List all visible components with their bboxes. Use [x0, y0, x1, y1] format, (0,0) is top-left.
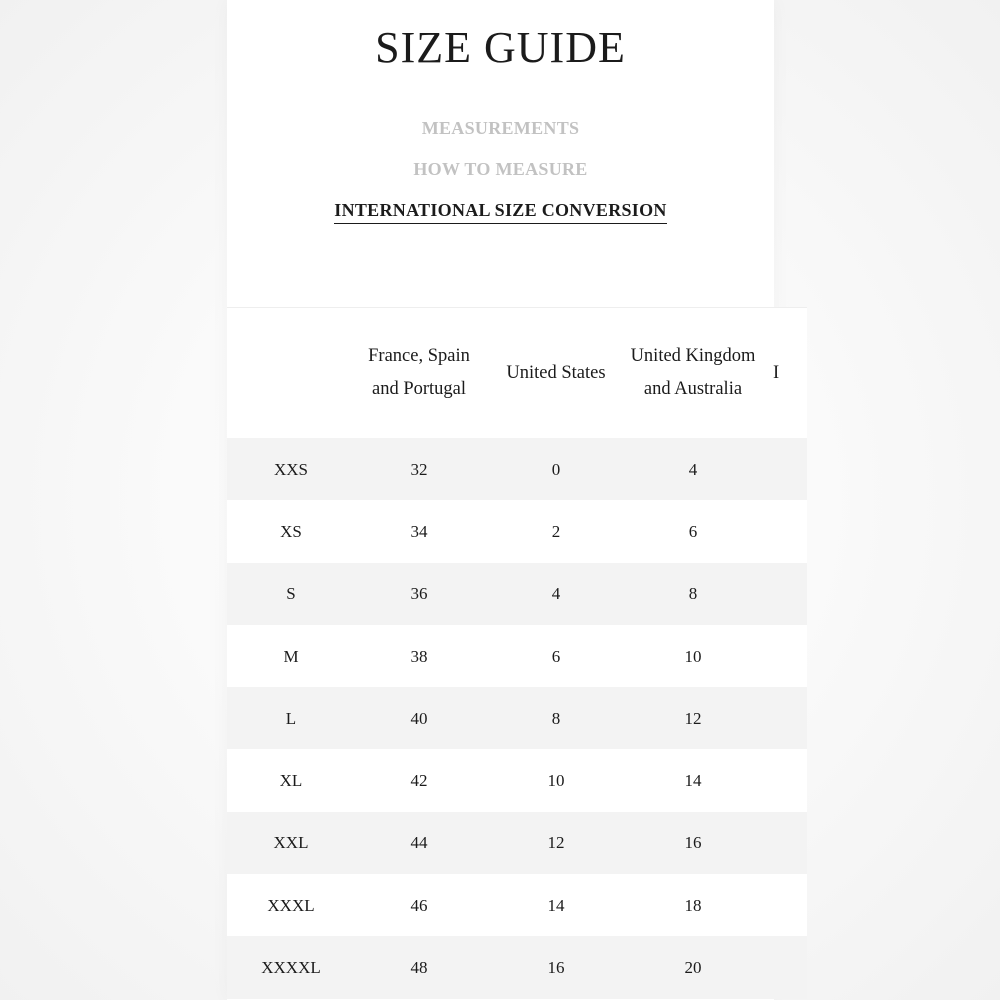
france-spain-portugal-cell: 32: [410, 459, 428, 479]
tab-label: HOW TO MEASURE: [413, 159, 588, 179]
uk-australia-cell: 6: [688, 521, 698, 541]
united-states-cell: 16: [547, 958, 565, 978]
tab-measurements[interactable]: [227, 118, 774, 141]
france-spain-portugal-cell: 40: [410, 708, 428, 728]
table-body: [227, 438, 807, 999]
united-states-cell: 14: [547, 895, 565, 915]
united-states-cell: 0: [551, 459, 561, 479]
column-header-united-states: United States: [506, 362, 606, 383]
table-row: [227, 749, 807, 811]
tab-label: INTERNATIONAL SIZE CONVERSION: [334, 200, 666, 224]
uk-australia-cell: 14: [684, 771, 702, 791]
table-row: [227, 500, 807, 562]
size-guide-panel: [227, 0, 780, 1000]
france-spain-portugal-cell: 36: [410, 584, 428, 604]
uk-australia-cell: 4: [688, 459, 698, 479]
size-conversion-table: [227, 307, 807, 999]
column-header-france-spain-portugal: France, Spain and Portugal: [368, 346, 470, 399]
uk-australia-cell: 20: [684, 958, 702, 978]
size-cell: S: [286, 584, 296, 604]
tab-label: MEASUREMENTS: [421, 118, 580, 138]
size-cell: L: [285, 708, 297, 728]
page-title: SIZE GUIDE: [375, 23, 626, 72]
size-cell: XXL: [273, 833, 309, 853]
uk-australia-cell: 12: [684, 708, 702, 728]
table-row: [227, 812, 807, 874]
tab-international-size-conversion[interactable]: [227, 200, 774, 224]
table-header-row: [227, 308, 807, 438]
united-states-cell: 12: [547, 833, 565, 853]
size-cell: XXXL: [267, 895, 315, 915]
size-cell: M: [283, 646, 299, 666]
france-spain-portugal-cell: 46: [410, 895, 428, 915]
france-spain-portugal-cell: 48: [410, 958, 428, 978]
column-header-clipped: I: [773, 362, 780, 383]
tab-how-to-measure[interactable]: [227, 159, 774, 182]
united-states-cell: 10: [547, 771, 565, 791]
united-states-cell: 2: [551, 521, 561, 541]
table-row: [227, 625, 807, 687]
column-header-uk-australia: United Kingdom and Australia: [630, 346, 756, 399]
france-spain-portugal-cell: 42: [410, 771, 428, 791]
table-row: [227, 874, 807, 936]
united-states-cell: 6: [551, 646, 561, 666]
table-row: [227, 438, 807, 500]
size-cell: XXXXL: [261, 958, 321, 978]
table-row: [227, 687, 807, 749]
france-spain-portugal-cell: 44: [410, 833, 428, 853]
france-spain-portugal-cell: 34: [410, 521, 428, 541]
france-spain-portugal-cell: 38: [410, 646, 428, 666]
size-cell: XL: [279, 771, 303, 791]
united-states-cell: 8: [551, 708, 561, 728]
uk-australia-cell: 18: [684, 895, 702, 915]
table-row: [227, 563, 807, 625]
size-cell: XS: [280, 521, 302, 541]
united-states-cell: 4: [551, 584, 561, 604]
uk-australia-cell: 16: [684, 833, 702, 853]
uk-australia-cell: 10: [684, 646, 702, 666]
table-row: [227, 936, 807, 998]
uk-australia-cell: 8: [688, 584, 698, 604]
size-cell: XXS: [273, 459, 308, 479]
